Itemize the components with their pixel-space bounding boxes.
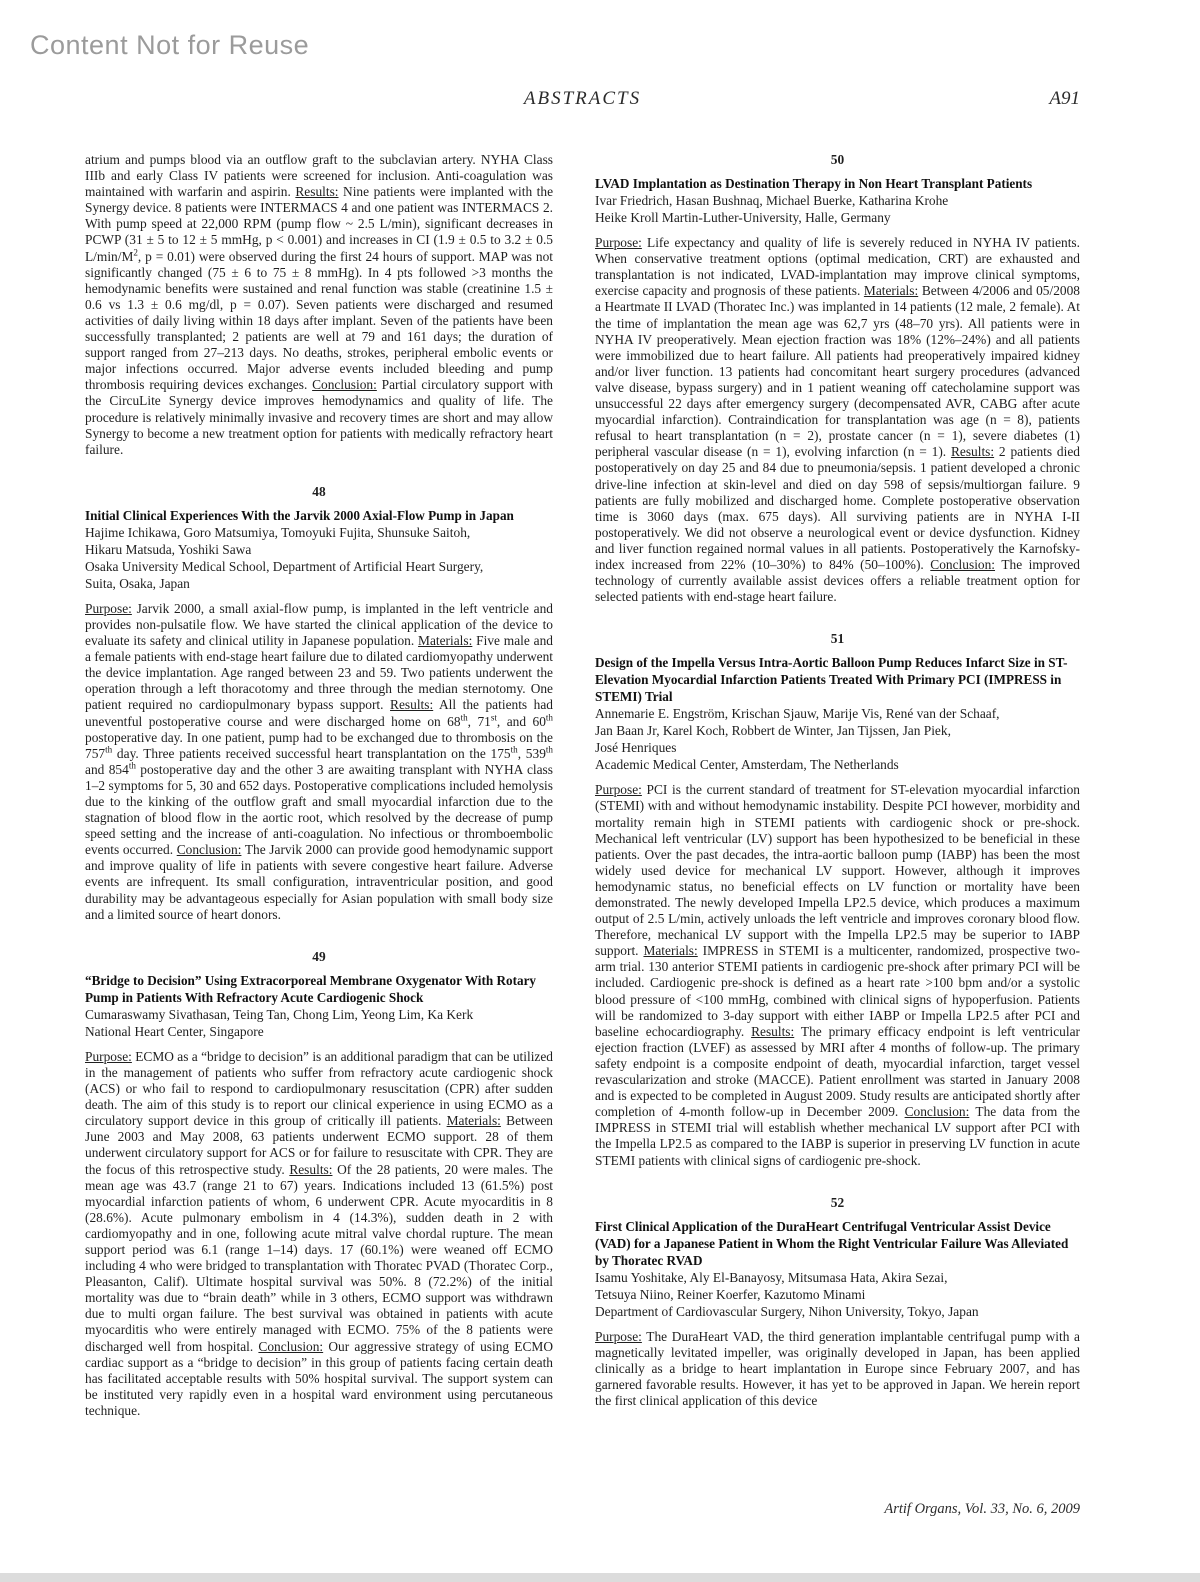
watermark-text: Content Not for Reuse: [30, 30, 310, 60]
abstract-title: First Clinical Application of the DuraHeart Centrifugal Ventricular Assist Device (VAD) for a Japanese Patient in Whom the Right Ventricular Failure Was Alleviated by Thoratec RVAD: [595, 1218, 1069, 1268]
journal-citation: Artif Organs, Vol. 33, No. 6, 2009: [884, 1501, 1080, 1517]
abstract-title: “Bridge to Decision” Using Extracorporeal Membrane Oxygenator With Rotary Pump in Patients With Refractory Acute Cardiogenic Shock: [85, 972, 537, 1005]
two-column-layout: [85, 152, 1080, 1419]
abstract-number: 49: [312, 948, 326, 964]
abstract-authors-affiliation: Hajime Ichikawa, Goro Matsumiya, Tomoyuki Fujita, Shunsuke Saitoh, Hikaru Matsuda, Yoshiki Sawa Osaka University Medical School, Department of Artificial Heart Surgery, Suita, Osaka, Japan: [85, 524, 484, 591]
abstract-number: 48: [312, 483, 326, 499]
scan-edge-shadow: [0, 1573, 1200, 1582]
abstract-continuation: [85, 152, 553, 458]
abstract-number: 50: [830, 152, 845, 167]
abstract-50: [595, 152, 1080, 605]
abstract-49: [85, 949, 553, 1419]
abstract-authors-affiliation: Ivar Friedrich, Hasan Bushnaq, Michael Buerke, Katharina Krohe Heike Kroll Martin-Luther-University, Halle, Germany: [595, 193, 949, 226]
running-head-title: ABSTRACTS: [523, 88, 642, 109]
abstract-48: [85, 484, 553, 923]
abstract-body: Purpose: PCI is the current standard of treatment for ST-elevation myocardial infarction (STEMI) with and without hemodynamic instability. Despite PCI however, morbidity and mortality remain high in STEMI patients with cardiogenic shock or pre-shock. Mechanical left ventricular (LV) support has been hypothesized to be beneficial in these patients. Over the past decades, the intra-aortic balloon pump (IABP) has been the most widely used device for mechanical LV support. However, although it improves hemodynamic status, no beneficial effects on LV function or mortality have been demonstrated. The newly developed Impella LP2.5 device, which produces a maximum output of 2.5 L/min, actively unloads the left ventricle and improves coronary blood flow. Therefore, mechanical LV support with the Impella LP2.5 may be superior to IABP support. Materials: IMPRESS in STEMI is a multicenter, randomized, prospective two-arm trial. 130 anterior STEMI patients in cardiogenic pre-shock after primary PCI will be included. Cardiogenic pre-shock is defined as a heart rate >100 bpm and/or a systolic blood pressure of <100 mmHg, combined with clinical signs of hypoperfusion. Patients will be randomized to 3-day support with either IABP or Impella LP2.5 after PCI and baseline echocardiography. Results: The primary efficacy endpoint is left ventricular ejection fraction (LVEF) as assessed by MRI after 4 months of follow-up. The primary safety endpoint is a composite endpoint of death, myocardial infarction, target vessel revascularization and stroke (MACCE). Patient enrollment was started in January 2008 and is expected to be completed in August 2009. Study results are anticipated shortly after completion of 4-month follow-up in December 2009. Conclusion: The data from the IMPRESS in STEMI trial will establish whether mechanical LV support after PCI with the Impella LP2.5 as compared to the IABP is superior in preserving LV function in acute STEMI patients with clinical signs of cardiogenic pre-shock.: [595, 782, 1080, 1168]
right-column: [595, 152, 1080, 1419]
abstract-51: [595, 631, 1080, 1168]
abstract-title: Initial Clinical Experiences With the Jarvik 2000 Axial-Flow Pump in Japan: [85, 507, 514, 523]
running-head: [85, 88, 1080, 114]
page-number: A91: [1049, 88, 1080, 109]
abstract-number: 52: [830, 1194, 845, 1210]
abstract-title: Design of the Impella Versus Intra-Aortic Balloon Pump Reduces Infarct Size in ST-Elevation Myocardial Infarction Patients Treated With Primary PCI (IMPRESS in STEMI) Trial: [595, 655, 1068, 705]
abstract-body: atrium and pumps blood via an outflow graft to the subclavian artery. NYHA Class IIIb and early Class IV patients were screened for inclusion. Anti-coagulation was maintained with warfarin and aspirin. Results: Nine patients were implanted with the Synergy device. 8 patients were INTERMACS 4 and one patient was INTERMACS 2. With pump speed at 22,000 RPM (pump flow ~ 2.5 L/min), significant decreases in PCWP (31 ± 5 to 12 ± 5 mmHg, p < 0.001) and increases in CI (1.9 ± 0.5 to 3.2 ± 0.5 $L/\min/M^2$, p = 0.01) were observed during the first 24 hours of support. MAP was not significantly changed (75 ± 6 to 75 ± 8 mmHg). In 4 pts followed >3 months the hemodynamic benefits were sustained and renal function was stable (creatinine 1.5 ± 0.6 vs 1.3 ± 0.6 mg/dl, p = 0.07). Seven patients were discharged and resumed activities of daily living within 18 days after implant. Seven of the patients have been successfully transplanted; 2 patients are well at 79 and 161 days; the duration of support ranged from 27–213 days. No deaths, strokes, peripheral embolic events or major infections occurred. Major adverse events included bleeding and pump thrombosis requiring devices exchanges. Conclusion: Partial circulatory support with the CircuLite Synergy device improves hemodynamics and quality of life. The procedure is relatively minimally invasive and recovery times are short and may allow Synergy to become a new treatment option for patients with medically refractory heart failure.: [85, 152, 554, 457]
abstract-number: 51: [830, 631, 845, 647]
abstract-authors-affiliation: Isamu Yoshitake, Aly El-Banayosy, Mitsumasa Hata, Akira Sezai, Tetsuya Niino, Reiner Koerfer, Kazutomo Minami Department of Cardiovascular Surgery, Nihon University, Tokyo, Japan: [595, 1269, 979, 1319]
abstract-body: Purpose: Life expectancy and quality of life is severely reduced in NYHA IV patients. When conservative treatment options (optimal medication, CRT) are exhausted and transplantation is not indicated, LVAD-implantation may improve clinical symptoms, exercise capacity and prognosis of these patients. Materials: Between 4/2006 and 05/2008 a Heartmate II LVAD (Thoratec Inc.) was implanted in 14 patients (12 male, 2 female). At the time of implantation the mean age was 62,7 yrs (48–70 yrs). All patients were in NYHA IV preoperatively. Mean ejection fraction was 18% (12%–24%) and all patients were immobilized due to heart failure. All patients had preoperatively impaired kidney and/or liver function. 13 patients had concomitant heart surgery procedures (advanced valve disease, bypass surgery) and in 1 patient weaning off catecholamine support was unsuccessful 22 days after emergency surgery (decompensated AVR, CABG after acute myocardial infarction). Contraindication for transplantation was age (n = 8), patients refusal to heart transplantation (n = 2), prostate cancer (n = 1), severe diabetes (1) peripheral vascular disease (n = 1), evolving infarction (n = 1). Results: 2 patients died postoperatively on day 25 and 84 due to pneumonia/sepsis. 1 patient developed a chronic drive-line infection at skin-level and died on day 598 of sepsis/multiorgan failure. 9 patients are fully mobilized and discharged home. Complete postoperative observation time is 3060 days (max. 675 days). All surviving patients are in NYHA I-II postoperatively. We did not observe a neurological event or device dysfunction. Kidney and liver function regained normal values in all patients. Postoperatively the Karnofsky-index increased from 22% (10–30%) to 84% (50–100%). Conclusion: The improved technology of currently available assist devices offers a reliable treatment option for selected patients with end-stage heart failure.: [595, 235, 1081, 605]
abstract-52: [595, 1195, 1080, 1410]
abstract-body: Purpose: Jarvik 2000, a small axial-flow pump, is implanted in the left ventricle and provides non-pulsatile flow. We have started the clinical application of the device to evaluate its safety and clinical utility in Japanese population. Materials: Five male and a female patients with end-stage heart failure due to dilated cardiomyopathy underwent the device implantation. Age ranged between 23 and 59. Two patients underwent the operation through a left thoracotomy and three through the median sternotomy. One patient required no cardiopulmonary bypass support. Results: All the patients had uneventful postoperative course and were discharged home on 68th, 71st, and 60th postoperative day. In one patient, pump had to be exchanged due to thrombosis on the 757th day. Three patients received successful heart transplantation on the 175th, 539th and 854th postoperative day and the other 3 are awaiting transplant with NYHA class 1–2 symptoms for 5, 30 and 652 days. Postoperative complications included hemolysis due to the kinking of the outflow graft and small myocardial infarction due to the stagnation of blood flow in the aortic root, which resolved by the decrease of pump speed setting and the increase of anti-coagulation. No infectious or thromboembolic events occurred. Conclusion: The Jarvik 2000 can provide good hemodynamic support and improve quality of life in patients with severe congestive heart failure. Adverse events are infrequent. Its small configuration, intraventricular position, and good durability may be advantageous especially for Asian population with small body size and a limited source of heart donors.: [85, 600, 553, 922]
abstract-title: LVAD Implantation as Destination Therapy in Non Heart Transplant Patients: [595, 176, 1033, 192]
abstract-body: Purpose: The DuraHeart VAD, the third generation implantable centrifugal pump with a magnetically levitated impeller, was originally developed in Japan, has been applied clinically as a bridge to heart implantation in Europe since February 2007, and has garnered favorable results. However, it has yet to be approved in Japan. We herein report the first clinical application of this device: [595, 1328, 1080, 1409]
left-column: [85, 152, 553, 1419]
abstract-authors-affiliation: Cumaraswamy Sivathasan, Teing Tan, Chong Lim, Yeong Lim, Ka Kerk National Heart Center, Singapore: [85, 1006, 474, 1039]
abstract-authors-affiliation: Annemarie E. Engström, Krischan Sjauw, Marije Vis, René van der Schaaf, Jan Baan Jr, Karel Koch, Robbert de Winter, Jan Tijssen, Jan Piek, José Henriques Academic Medical Center, Amsterdam, The Netherlands: [595, 706, 1000, 773]
abstract-body: Purpose: ECMO as a “bridge to decision” is an additional paradigm that can be utilized in the management of patients who suffer from refractory acute cardiogenic shock (ACS) or who fail to respond to cardiopulmonary resuscitation (CPR) after sudden death. The aim of this study is to report our clinical experience in using ECMO as a circulatory support device in this group of critically ill patients. Materials: Between June 2003 and May 2008, 63 patients underwent ECMO support. 28 of them underwent circulatory support for ACS or for failure to resuscitate with CPR. They are the focus of this retrospective study. Results: Of the 28 patients, 20 were males. The mean age was 43.7 (range 21 to 67) years. Indications included 13 (61.5%) post myocardial infarction patients of whom, 6 underwent CPR. Acute myocarditis in 8 (28.6%). Acute pulmonary embolism in 4 (14.3%), sudden death in 2 with cardiomyopathy and in one, following acute mitral valve chordal rupture. The mean support period was 6.1 (range 1–14) days. 17 (60.1%) were weaned off ECMO including 4 who were bridged to transplantation with Thoratec PVAD (Thoratec Corp., Pleasanton, Calif). Ultimate hospital survival was 50%. 8 (72.2%) of the initial mortality was due to “brain death” while in 3 others, ECMO support was withdrawn due to multi organ failure. The best survival was obtained in patients with acute myocarditis who were entirely managed with ECMO. 75% of the 8 patients were discharged well from hospital. Conclusion: Our aggressive strategy of using ECMO cardiac support as a “bridge to decision” in this group of patients facing certain death has facilitated acceptable results with 50% hospital survival. The support system can be instituted very rapidly even in a hospital ward environment using percutaneous technique.: [85, 1048, 553, 1418]
